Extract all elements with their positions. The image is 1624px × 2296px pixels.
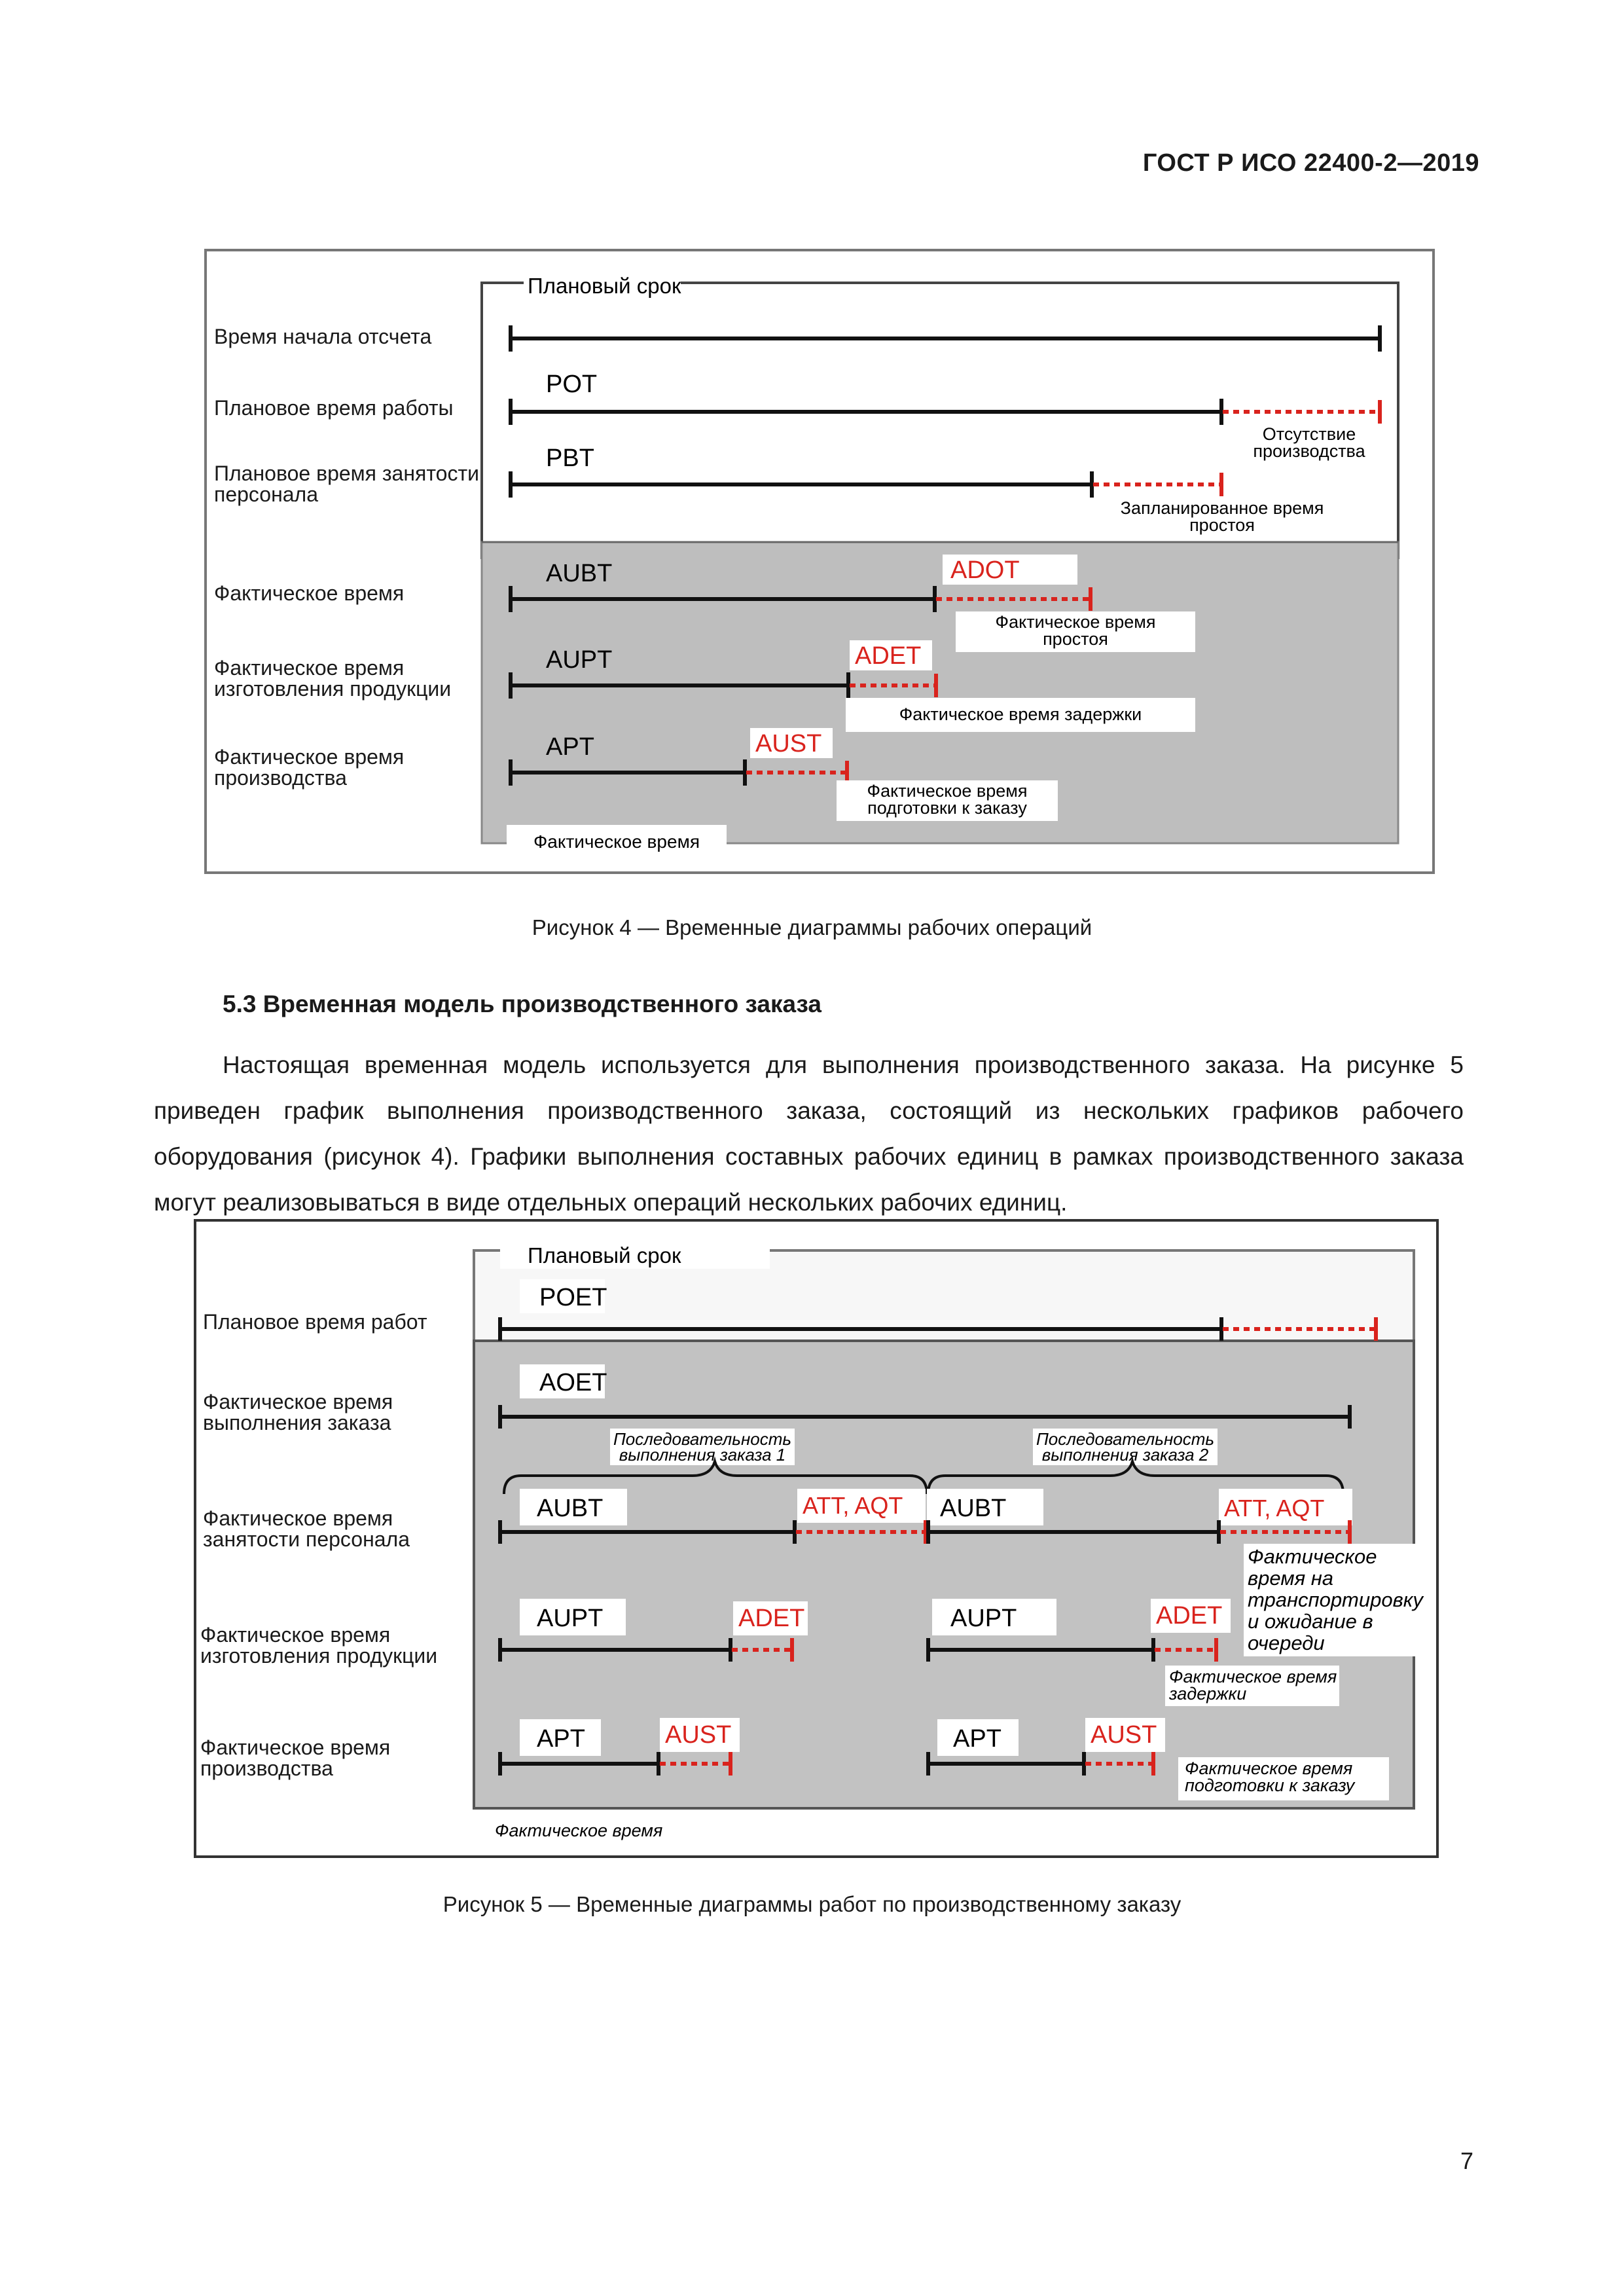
transport-note-2: время на — [1248, 1567, 1334, 1590]
setup-note-1: Фактическое время — [1185, 1758, 1353, 1778]
figure-5-diagram — [194, 1219, 1439, 1858]
body-paragraph-text: Настоящая временная модель используется для выполнения производственного заказа. На рисунке 5 приведен график выполнения производственного заказа, состоящий из нескольких графиков рабочего оборудования (рисунок 4). Графики выполнения составных рабочих единиц в рамках производственного заказа могут реализовываться в виде отдельных операций нескольких рабочих единиц. — [154, 1051, 1464, 1216]
aoet-label: AOET — [539, 1369, 607, 1396]
no-production-note-1: Отсутствие — [1262, 424, 1356, 444]
transport-note-4: и ожидание в — [1248, 1610, 1373, 1633]
actual-time-footer: Фактическое время — [495, 1821, 663, 1840]
actual-downtime-note-1: Фактическое время — [995, 612, 1156, 632]
actual-downtime-note-2: простоя — [1043, 629, 1108, 649]
pbt-label: PBT — [546, 445, 594, 472]
apt-label-1: APT — [537, 1725, 585, 1753]
row-label-production-1: Фактическое время — [200, 1623, 391, 1647]
row-label-actual-time: Фактическое время — [214, 581, 405, 605]
aubt-label: AUBT — [546, 560, 613, 587]
setup-note-2: подготовки к заказу — [1185, 1776, 1355, 1795]
planned-period-label: Плановый срок — [528, 1243, 681, 1267]
row-label-order-exec-2: выполнения заказа — [203, 1411, 391, 1434]
sequence-1-label-1: Последовательность — [613, 1429, 792, 1449]
aubt-label-2: AUBT — [940, 1495, 1007, 1522]
row-label-planned-work: Плановое время работ — [203, 1310, 427, 1334]
row-label-order-exec-1: Фактическое время — [203, 1390, 393, 1413]
row-label-staff-2: занятости персонала — [203, 1527, 410, 1551]
aubt-label-1: AUBT — [537, 1495, 604, 1522]
body-paragraph — [154, 1042, 1464, 1226]
row-label-planned-staff-2: персонала — [214, 483, 319, 506]
setup-note-2: подготовки к заказу — [867, 798, 1027, 818]
att-aqt-label-2: ATT, AQT — [1224, 1495, 1325, 1522]
actual-time-tab: Фактическое время — [533, 831, 700, 852]
planned-period-label: Плановый срок — [528, 274, 681, 298]
planned-downtime-note-1: Запланированное время — [1120, 498, 1324, 518]
row-label-reference-start: Время начала отсчета — [214, 325, 432, 348]
row-label-actual-production-1: Фактическое время — [214, 656, 405, 680]
transport-note-1: Фактическое — [1248, 1545, 1377, 1568]
transport-note-5: очереди — [1248, 1631, 1325, 1654]
delay-note: Фактическое время задержки — [899, 704, 1142, 724]
adet-label-1: ADET — [738, 1605, 805, 1632]
no-production-note-2: производства — [1253, 441, 1365, 461]
adot-label: ADOT — [950, 556, 1020, 584]
apt-label: APT — [546, 733, 594, 761]
figure-4-diagram — [204, 249, 1435, 874]
document-id-header: ГОСТ Р ИСО 22400-2—2019 — [1142, 149, 1479, 177]
section-title: 5.3 Временная модель производственного заказа — [223, 991, 822, 1017]
delay-note-1: Фактическое время — [1169, 1667, 1337, 1686]
pot-label: POT — [546, 371, 598, 398]
row-label-planned-staff-1: Плановое время занятости — [214, 462, 479, 485]
sequence-2-label-2: выполнения заказа 2 — [1041, 1445, 1209, 1465]
adet-label-2: ADET — [1156, 1602, 1223, 1630]
apt-label-2: APT — [953, 1725, 1001, 1753]
planned-downtime-note-2: простоя — [1189, 515, 1255, 535]
poet-label: POET — [539, 1284, 607, 1311]
delay-note-2: задержки — [1169, 1684, 1247, 1704]
sequence-1-label-2: выполнения заказа 1 — [619, 1445, 786, 1465]
aupt-label: AUPT — [546, 646, 613, 674]
row-label-planned-operation: Плановое время работы — [214, 396, 454, 420]
sequence-2-label-1: Последовательность — [1036, 1429, 1215, 1449]
figure-4-caption: Рисунок 4 — Временные диаграммы рабочих операций — [532, 915, 1092, 939]
aupt-label-2: AUPT — [950, 1605, 1017, 1632]
transport-note-3: транспортировку — [1248, 1588, 1423, 1611]
aust-label: AUST — [755, 730, 822, 757]
figure-5-caption: Рисунок 5 — Временные диаграммы работ по производственному заказу — [442, 1892, 1182, 1916]
aust-label-1: AUST — [665, 1721, 732, 1749]
row-label-process-1: Фактическое время — [200, 1736, 391, 1759]
row-label-staff-1: Фактическое время — [203, 1506, 393, 1530]
page-number: 7 — [1460, 2147, 1473, 2174]
adet-label: ADET — [855, 642, 922, 670]
setup-note-1: Фактическое время — [867, 781, 1028, 801]
row-label-process-2: производства — [200, 1757, 333, 1780]
att-aqt-label-1: ATT, AQT — [803, 1492, 903, 1519]
row-label-production-2: изготовления продукции — [200, 1644, 438, 1667]
aust-label-2: AUST — [1091, 1721, 1157, 1749]
aupt-label-1: AUPT — [537, 1605, 604, 1632]
row-label-actual-process-2: производства — [214, 766, 347, 790]
row-label-actual-process-1: Фактическое время — [214, 745, 405, 769]
row-label-actual-production-2: изготовления продукции — [214, 677, 452, 701]
